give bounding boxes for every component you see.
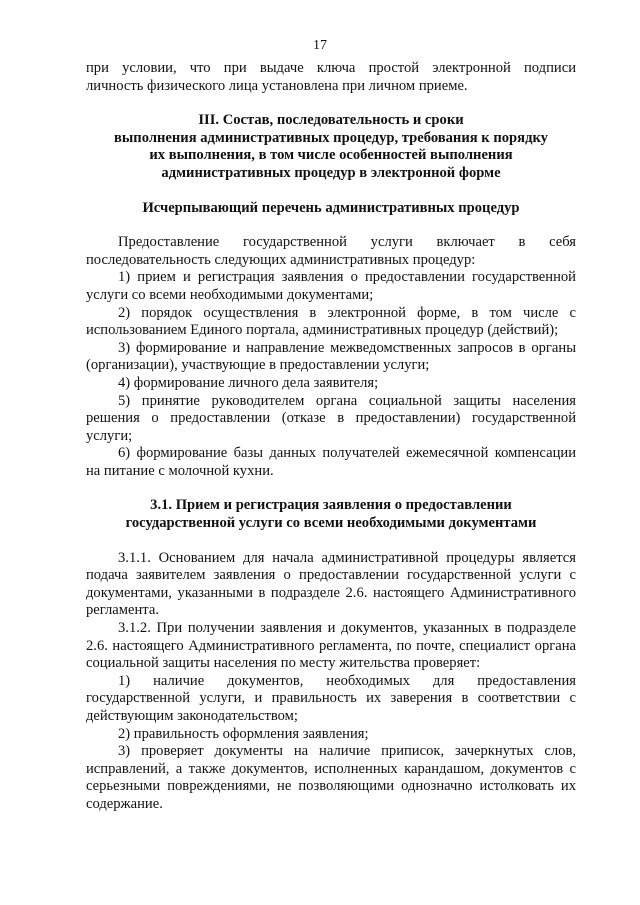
page-number: 17: [313, 38, 327, 53]
subheading-procedures-list: Исчерпывающий перечень административных процедур: [142, 199, 520, 216]
list-item: 3) формирование и направление межведомственных запросов в органы (организации), участвующие в предоставлении услуги;: [86, 339, 576, 374]
page-content: [86, 60, 576, 814]
paragraph-3-1-2: 3.1.2. При получении заявления и документов, указанных в подразделе 2.6. настоящего Административного регламента, по почте, специалист органа социальной защиты населения по месту жительства проверяет:: [86, 620, 576, 672]
list-item: 6) формирование базы данных получателей ежемесячной компенсации на питание с молочной кухни.: [86, 445, 576, 479]
check-item: 3) проверяет документы на наличие приписок, зачеркнутых слов, исправлений, а также документов, исполненных карандашом, документов с серьезными повреждениями, не позволяющими однозначно истолковать их содержание.: [86, 743, 576, 812]
section-heading: [86, 112, 576, 182]
list-item: 2) порядок осуществления в электронной форме, в том числе с использованием Единого портала, административных процедур (действий);: [86, 304, 576, 339]
list-item: 5) принятие руководителем органа социальной защиты населения решения о предоставлении (отказе в предоставлении) государственной услуги;: [86, 392, 576, 444]
subheading-line: государственной услуги со всеми необходимыми документами: [125, 515, 537, 532]
spacer: [86, 217, 576, 234]
list-intro: Предоставление государственной услуги включает в себя последовательность следующих административных процедур:: [86, 234, 576, 268]
section-heading-line: их выполнения, в том числе особенностей выполнения: [149, 147, 513, 164]
list-item: 1) прием и регистрация заявления о предоставлении государственной услуги со всеми необходимыми документами;: [86, 269, 576, 303]
check-item: 1) наличие документов, необходимых для предоставления государственной услуги, и правильность их заверения в соответствии с действующим законодательством;: [86, 672, 576, 724]
section-heading-line: III. Состав, последовательность и сроки: [198, 112, 464, 129]
check-item: 2) правильность оформления заявления;: [118, 725, 369, 742]
spacer: [86, 533, 576, 550]
section-heading-line: выполнения административных процедур, требования к порядку: [114, 129, 548, 146]
paragraph-3-1-1: 3.1.1. Основанием для начала административной процедуры является подача заявителем заявления о предоставлении государственной услуги с документами, указанными в подразделе 2.6. настоящего Административного регламента.: [86, 549, 576, 619]
subheading-line: 3.1. Прием и регистрация заявления о предоставлении: [150, 497, 512, 514]
intro-line-1: при условии, что при выдаче ключа простой электронной подписи: [86, 60, 576, 76]
intro-line-2: личность физического лица установлена при личном приеме.: [86, 77, 468, 94]
list-item: 4) формирование личного дела заявителя;: [118, 374, 379, 391]
section-heading-line: административных процедур в электронной форме: [161, 164, 501, 181]
subheading-3-1: [86, 497, 576, 532]
